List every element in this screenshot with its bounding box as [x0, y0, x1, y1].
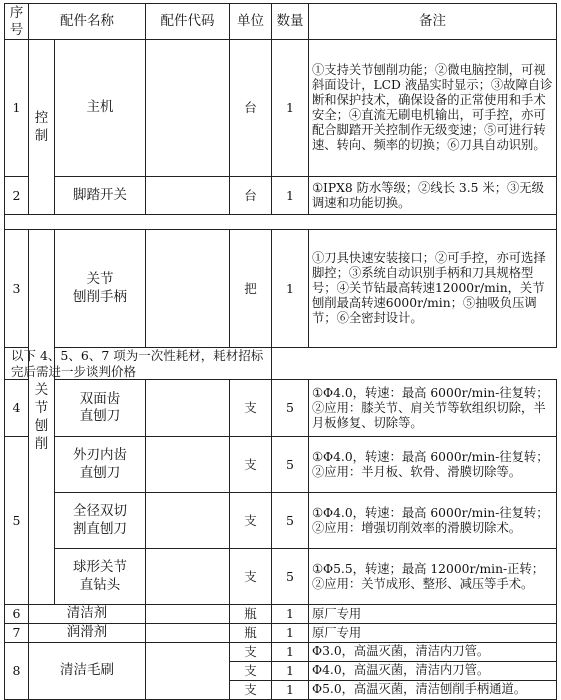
part-qty: 1: [272, 661, 309, 680]
part-name: 球形关节 直钻头: [55, 549, 146, 605]
header-unit: 单位: [230, 4, 272, 40]
part-unit: 瓶: [230, 605, 272, 624]
part-unit: 台: [230, 40, 272, 177]
part-note: ①支持关节刨削功能；②微电脑控制，可视斜面设计，LCD 液晶实时显示；③故障自诊断和保护技术，确保设备的正常使用和手术安全；④直流无刷电机输出，可手控，亦可配合脚踏开关控制作无级变速；⑤可进行转速、转向、频率的切换；⑥刀具自动识别。: [309, 40, 557, 177]
part-qty: 5: [272, 493, 309, 549]
part-unit: 支: [230, 549, 272, 605]
part-note: ①刀具快速安装接口；②可手控，亦可选择脚控；③系统自动识别手柄和刀具规格型号；④关节钻最高转速12000r/min，关节刨削最高转速6000r/min；⑤抽吸负压调节；⑥全密封设计。: [309, 230, 557, 348]
part-name: 外刃内齿 直刨刀: [55, 437, 146, 493]
part-code: [146, 177, 230, 215]
part-name: 全径双切 割直刨刀: [55, 493, 146, 549]
part-unit: 台: [230, 177, 272, 215]
table-row: [5, 624, 557, 643]
header-row: [5, 4, 557, 40]
row-index: 3: [5, 230, 29, 348]
blank-row: [5, 215, 557, 230]
table-row: [5, 230, 557, 348]
part-code: [146, 624, 230, 643]
header-code: 配件代码: [146, 4, 230, 40]
part-note: Φ5.0，高温灭菌，清洁刨削手柄通道。: [309, 680, 557, 699]
parts-table: [4, 3, 557, 700]
part-note: ①Φ4.0，转速：最高 6000r/min-往复转；②应用：半月板、软骨、滑膜切除等。: [309, 437, 557, 493]
row-index: 8: [5, 642, 29, 699]
part-code: [146, 493, 230, 549]
part-note: 原厂专用: [309, 624, 557, 643]
part-qty: 5: [272, 380, 309, 437]
notice-row: [5, 348, 557, 380]
blank-cell: [5, 215, 557, 230]
part-code: [146, 40, 230, 177]
header-name: 配件名称: [29, 4, 146, 40]
part-name: 主机: [55, 40, 146, 177]
part-qty: 1: [272, 40, 309, 177]
part-unit: 支: [230, 680, 272, 699]
part-name: 关节 刨削手柄: [55, 230, 146, 348]
part-unit: 支: [230, 493, 272, 549]
category-label: 控 制: [34, 109, 49, 144]
part-code: [146, 230, 230, 348]
part-unit: 支: [230, 380, 272, 437]
part-note: 原厂专用: [309, 605, 557, 624]
header-index: 序 号: [5, 4, 29, 40]
table-row: [5, 40, 557, 177]
table-row: [5, 642, 557, 661]
part-unit: 支: [230, 437, 272, 493]
part-qty: 1: [272, 642, 309, 661]
part-note: ①Φ4.0，转速：最高 6000r/min-往复转；②应用：增强切削效率的滑膜切除术。: [309, 493, 557, 549]
part-code: [146, 605, 230, 624]
category-label: 关 节 刨 削: [34, 381, 49, 453]
part-unit: 支: [230, 661, 272, 680]
part-name: 清洁剂: [29, 605, 146, 624]
table-row: [5, 177, 557, 215]
part-qty: 1: [272, 680, 309, 699]
part-name: 脚踏开关: [55, 177, 146, 215]
part-name: 清洁毛刷: [29, 642, 146, 699]
part-qty: 1: [272, 605, 309, 624]
part-qty: 1: [272, 624, 309, 643]
header-note: 备注: [309, 4, 557, 40]
part-note: ①Φ5.5，转速；最高 12000r/min-正转；②应用：关节成形、整形、减压等手术。: [309, 549, 557, 605]
row-index: 5: [5, 437, 29, 605]
part-qty: 5: [272, 549, 309, 605]
table-row: [5, 380, 557, 437]
row-index: 6: [5, 605, 29, 624]
category-control: [29, 40, 55, 215]
part-code: [146, 549, 230, 605]
table-row: [5, 549, 557, 605]
table-row: [5, 605, 557, 624]
part-name: 润滑剂: [29, 624, 146, 643]
row-index: 4: [5, 380, 29, 437]
row-index: 1: [5, 40, 29, 177]
part-code: [146, 642, 230, 699]
header-qty: 数量: [272, 4, 309, 40]
consumables-notice: 以下 4、5、6、7 项为一次性耗材，耗材招标完后需进一步谈判价格: [5, 348, 272, 380]
part-note: ①IPX8 防水等级；②线长 3.5 米；③无级调速和功能切换。: [309, 177, 557, 215]
table-row: [5, 493, 557, 549]
category-joint: [29, 230, 55, 605]
part-qty: 1: [272, 230, 309, 348]
part-unit: 瓶: [230, 624, 272, 643]
table-row: [5, 437, 557, 493]
part-note: Φ3.0，高温灭菌，清洁内刀管。: [309, 642, 557, 661]
part-note: Φ4.0，高温灭菌，清洁内刀管。: [309, 661, 557, 680]
part-qty: 5: [272, 437, 309, 493]
part-unit: 支: [230, 642, 272, 661]
row-index: 2: [5, 177, 29, 215]
part-name: 双面齿 直刨刀: [55, 380, 146, 437]
part-qty: 1: [272, 177, 309, 215]
part-code: [146, 380, 230, 437]
row-index: 7: [5, 624, 29, 643]
part-code: [146, 437, 230, 493]
part-note: ①Φ4.0，转速：最高 6000r/min-往复转；②应用：膝关节、肩关节等软组织切除，半月板修复、切除等。: [309, 380, 557, 437]
part-unit: 把: [230, 230, 272, 348]
